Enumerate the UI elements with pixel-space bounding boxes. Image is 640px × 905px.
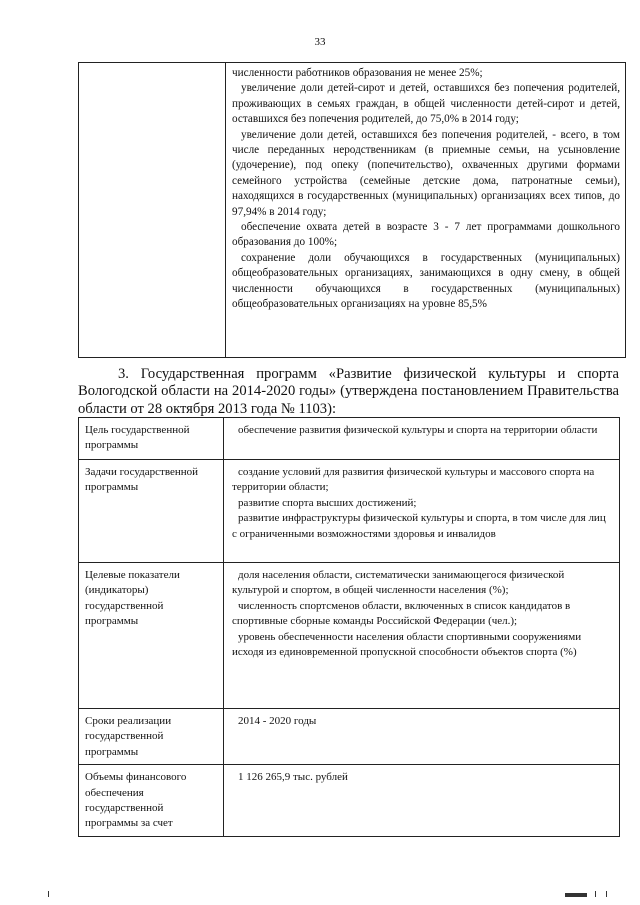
program-passport-table bbox=[78, 417, 620, 837]
table-row bbox=[79, 765, 620, 837]
table-cell-indicators bbox=[226, 63, 626, 358]
list-item: доля населения области, систематически занимающегося физической культурой и спортом, в общей численности населения (%); bbox=[232, 569, 565, 597]
row-label: Задачи государственной программы bbox=[79, 460, 224, 563]
row-label: Сроки реализации государственной программы bbox=[79, 709, 224, 765]
row-content bbox=[224, 709, 620, 765]
scan-edge-marks bbox=[0, 891, 640, 897]
table-row bbox=[79, 709, 620, 765]
row-content bbox=[224, 460, 620, 563]
paragraph: обеспечение охвата детей в возрасте 3 - 7 лет программами дошкольного образования до 100%; bbox=[232, 221, 620, 249]
table-row bbox=[79, 418, 620, 460]
paragraph: увеличение доли детей-сирот и детей, оставшихся без попечения родителей, проживающих в семьях граждан, в общей численности детей-сирот и детей, оставшихся без попечения родителей, до 75,0% в 2014 году; bbox=[232, 82, 620, 126]
row-content bbox=[224, 418, 620, 460]
list-item: 2014 - 2020 годы bbox=[238, 715, 317, 727]
list-item: численность спортсменов области, включенных в список кандидатов в спортивные сборные команды Российской Федерации (чел.); bbox=[232, 599, 571, 628]
paragraph: увеличение доли детей, оставшихся без попечения родителей, - всего, в том числе переданных неродственникам (в приемные семьи, на усыновление (удочерение), под опеку (попечительство), охваченных другими формами семейного устройства (семейные детские дома, патронатные семьи), находящихся в государственных (муниципальных) организациях всех типов, до 97,94% в 2014 году; bbox=[232, 128, 620, 218]
row-content bbox=[224, 765, 620, 837]
section-heading-text: 3. Государственная программ «Развитие физической культуры и спорта Вологодской области на 2014-2020 годы» (утверждена постановлением Правительства области от 28 октября 2013 года № 1103): bbox=[78, 366, 619, 417]
paragraph: сохранение доли обучающихся в государственных (муниципальных) общеобразовательных организациях, занимающихся в одну смену, в общей численности обучающихся в государственных (муниципальных) общеобразовательных организациях на уровне 85,5% bbox=[232, 251, 620, 311]
row-content bbox=[224, 563, 620, 709]
page-number: 33 bbox=[314, 36, 326, 48]
continuation-table bbox=[78, 62, 626, 358]
list-item: уровень обеспеченности населения области спортивными сооружениями исходя из единовременной пропускной способности объектов спорта (%) bbox=[232, 630, 582, 659]
table-row bbox=[79, 460, 620, 563]
paragraph: численности работников образования не менее 25%; bbox=[232, 67, 483, 79]
list-item: развитие спорта высших достижений; bbox=[238, 496, 417, 509]
list-item: создание условий для развития физической культуры и массового спорта на территории области; bbox=[232, 466, 595, 494]
table-cell-label bbox=[79, 63, 226, 358]
table-row bbox=[79, 563, 620, 709]
row-label: Объемы финансового обеспечения государственной программы за счет bbox=[79, 765, 224, 837]
row-label: Целевые показатели (индикаторы) государственной программы bbox=[79, 563, 224, 709]
list-item: 1 126 265,9 тыс. рублей bbox=[238, 771, 348, 784]
row-label: Цель государственной программы bbox=[79, 418, 224, 460]
section-heading bbox=[78, 366, 619, 418]
table-row bbox=[79, 63, 626, 358]
list-item: развитие инфраструктуры физической культуры и спорта, в том числе для лиц с ограниченными возможностями здоровья и инвалидов bbox=[232, 512, 606, 540]
list-item: обеспечение развития физической культуры и спорта на территории области bbox=[238, 424, 598, 436]
